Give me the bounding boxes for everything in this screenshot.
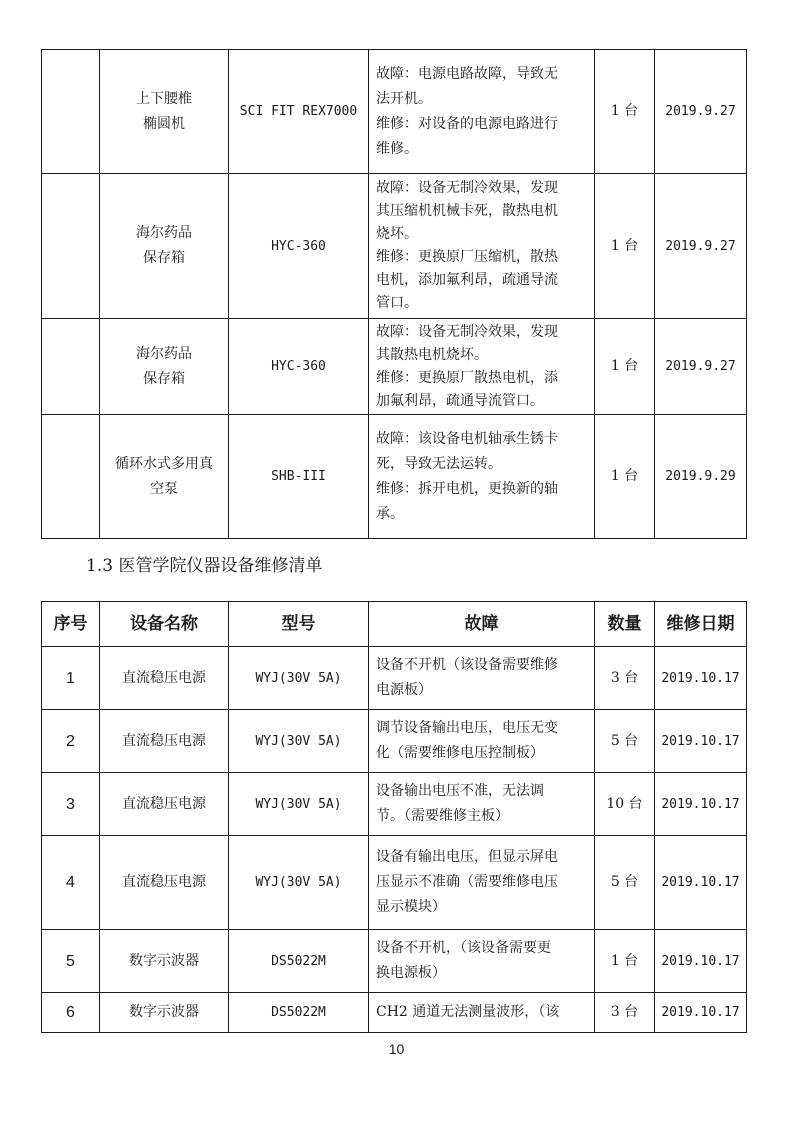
fault-cell: 设备输出电压不准，无法调 节。（需要维修主板） xyxy=(369,773,595,836)
repair-date-cell: 2019.10.17 xyxy=(655,993,747,1033)
quantity-cell: 1 台 xyxy=(595,319,655,415)
fault-cell: 故障：电源电路故障，导致无 法开机。 维修：对设备的电源电路进行 维修。 xyxy=(369,50,595,174)
quantity-cell: 3 台 xyxy=(595,647,655,710)
repair-date-cell: 2019.9.29 xyxy=(655,415,747,539)
model-cell: SCI FIT REX7000 xyxy=(229,50,369,174)
seq-cell: 5 xyxy=(42,930,100,993)
model-cell: SHB-III xyxy=(229,415,369,539)
header-device-name: 设备名称 xyxy=(100,602,229,647)
repair-date-cell: 2019.9.27 xyxy=(655,174,747,319)
table-row xyxy=(42,773,747,836)
device-name-cell: 直流稳压电源 xyxy=(100,647,229,710)
repair-date-cell: 2019.10.17 xyxy=(655,930,747,993)
table-row xyxy=(42,993,747,1033)
device-name-cell: 数字示波器 xyxy=(100,930,229,993)
model-cell: WYJ(30V 5A) xyxy=(229,836,369,930)
model-cell: HYC-360 xyxy=(229,319,369,415)
fault-cell: 设备不开机（该设备需要维修 电源板） xyxy=(369,647,595,710)
model-cell: WYJ(30V 5A) xyxy=(229,647,369,710)
table-row xyxy=(42,415,747,539)
fault-cell: 故障：该设备电机轴承生锈卡 死，导致无法运转。 维修：拆开电机，更换新的轴 承。 xyxy=(369,415,595,539)
page-number: 10 xyxy=(388,1041,405,1057)
seq-cell xyxy=(42,174,100,319)
table-row xyxy=(42,319,747,415)
seq-cell xyxy=(42,415,100,539)
table-row xyxy=(42,836,747,930)
repair-date-cell: 2019.10.17 xyxy=(655,710,747,773)
section-heading: 1.3 医管学院仪器设备维修清单 xyxy=(86,556,323,576)
maintenance-table xyxy=(41,601,747,1033)
device-name-cell: 循环水式多用真 空泵 xyxy=(100,415,229,539)
header-model: 型号 xyxy=(229,602,369,647)
seq-cell: 4 xyxy=(42,836,100,930)
device-name-cell: 上下腰椎 椭圆机 xyxy=(100,50,229,174)
seq-cell: 6 xyxy=(42,993,100,1033)
device-name-cell: 直流稳压电源 xyxy=(100,773,229,836)
model-cell: WYJ(30V 5A) xyxy=(229,710,369,773)
header-quantity: 数量 xyxy=(595,602,655,647)
repair-date-cell: 2019.9.27 xyxy=(655,50,747,174)
seq-cell xyxy=(42,50,100,174)
maintenance-table-continued xyxy=(41,49,747,539)
quantity-cell: 3 台 xyxy=(595,993,655,1033)
header-repair-date: 维修日期 xyxy=(655,602,747,647)
model-cell: DS5022M xyxy=(229,930,369,993)
table-header-row xyxy=(42,602,747,647)
device-name-cell: 直流稳压电源 xyxy=(100,710,229,773)
quantity-cell: 5 台 xyxy=(595,710,655,773)
quantity-cell: 10 台 xyxy=(595,773,655,836)
fault-cell: 故障：设备无制冷效果，发现 其散热电机烧坏。 维修：更换原厂散热电机，添 加氟利昂，疏通导流管口。 xyxy=(369,319,595,415)
device-name-cell: 直流稳压电源 xyxy=(100,836,229,930)
header-fault: 故障 xyxy=(369,602,595,647)
seq-cell: 2 xyxy=(42,710,100,773)
fault-cell: 设备有输出电压，但显示屏电 压显示不准确（需要维修电压 显示模块） xyxy=(369,836,595,930)
model-cell: DS5022M xyxy=(229,993,369,1033)
model-cell: HYC-360 xyxy=(229,174,369,319)
repair-date-cell: 2019.10.17 xyxy=(655,773,747,836)
model-cell: WYJ(30V 5A) xyxy=(229,773,369,836)
quantity-cell: 1 台 xyxy=(595,415,655,539)
table-row xyxy=(42,174,747,319)
header-seq: 序号 xyxy=(42,602,100,647)
device-name-cell: 数字示波器 xyxy=(100,993,229,1033)
table-row xyxy=(42,710,747,773)
device-name-cell: 海尔药品 保存箱 xyxy=(100,174,229,319)
quantity-cell: 5 台 xyxy=(595,836,655,930)
seq-cell: 3 xyxy=(42,773,100,836)
fault-cell: 故障：设备无制冷效果，发现 其压缩机机械卡死，散热电机 烧坏。 维修：更换原厂压缩机，散热 电机，添加氟利昂，疏通导流 管口。 xyxy=(369,174,595,319)
quantity-cell: 1 台 xyxy=(595,930,655,993)
quantity-cell: 1 台 xyxy=(595,50,655,174)
quantity-cell: 1 台 xyxy=(595,174,655,319)
fault-cell: 设备不开机，（该设备需要更 换电源板） xyxy=(369,930,595,993)
fault-cell: 调节设备输出电压，电压无变 化（需要维修电压控制板） xyxy=(369,710,595,773)
table-row xyxy=(42,647,747,710)
device-name-cell: 海尔药品 保存箱 xyxy=(100,319,229,415)
repair-date-cell: 2019.9.27 xyxy=(655,319,747,415)
repair-date-cell: 2019.10.17 xyxy=(655,836,747,930)
seq-cell: 1 xyxy=(42,647,100,710)
table-row xyxy=(42,930,747,993)
seq-cell xyxy=(42,319,100,415)
repair-date-cell: 2019.10.17 xyxy=(655,647,747,710)
table-row xyxy=(42,50,747,174)
fault-cell: CH2 通道无法测量波形，（该 xyxy=(369,993,595,1033)
